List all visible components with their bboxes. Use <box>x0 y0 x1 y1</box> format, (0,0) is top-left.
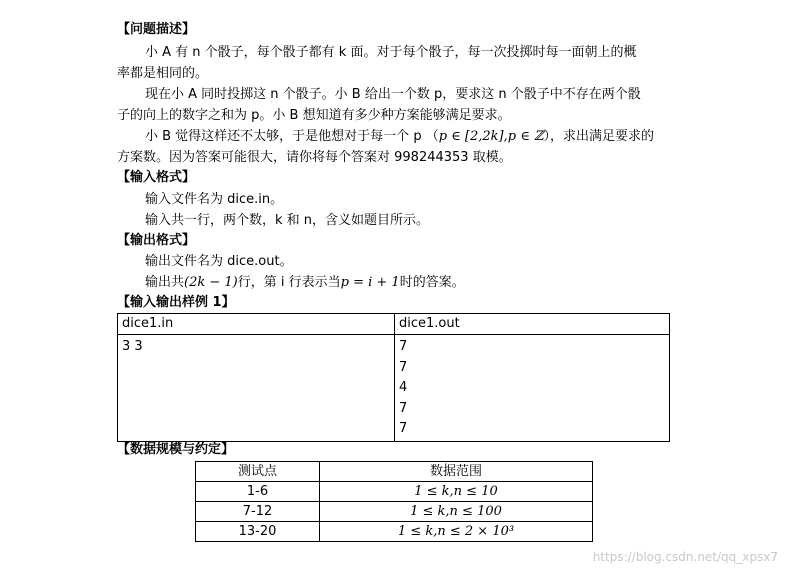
sample-in-value: 3 3 <box>122 339 143 354</box>
scale-col2-header: 数据范围 <box>320 462 593 482</box>
output-format-l1: 输出文件名为 dice.out。 <box>145 254 293 269</box>
problem-p3a-pre: 小 B 觉得这样还不太够，于是他想对于每一个 p （ <box>145 129 439 144</box>
problem-p2b: 子的向上的数字之和为 p。小 B 想知道有多少种方案能够满足要求。 <box>117 108 511 123</box>
output-format-title: 【输出格式】 <box>117 233 196 248</box>
sample-values-row <box>118 335 670 442</box>
watermark: https://blog.csdn.net/qq_xpsx7 <box>592 550 778 564</box>
problem-p3a <box>145 127 654 147</box>
sample-in-cell <box>118 335 395 442</box>
sample-in-header: dice1.in <box>118 314 395 335</box>
problem-p1a: 小 A 有 n 个骰子，每个骰子都有 k 面。对于每个骰子，每一次投掷时每一面朝上的概 <box>145 45 637 60</box>
output-format-l2-post: 时的答案。 <box>399 275 465 290</box>
sample-out-value: 7 <box>399 421 408 436</box>
output-format-l2-mid: 行，第 i 行表示当 <box>237 275 341 290</box>
scale-title: 【数据规模与约定】 <box>117 442 235 457</box>
sample-out-value: 7 <box>399 400 408 416</box>
sample-title: 【输入输出样例 1】 <box>117 295 235 310</box>
scale-header-row <box>196 462 593 482</box>
scale-table <box>195 461 593 542</box>
table-row <box>196 482 593 502</box>
sample-out-value: 7 <box>399 339 408 354</box>
sample-io-table <box>117 313 670 442</box>
scale-points: 13-20 <box>196 522 320 542</box>
table-row <box>196 522 593 542</box>
sample-out-value: 4 <box>399 380 408 395</box>
scale-range: 1 ≤ k,n ≤ 100 <box>320 502 593 522</box>
scale-range: 1 ≤ k,n ≤ 2 × 10³ <box>320 522 593 542</box>
problem-p3a-post: ），求出满足要求的 <box>543 129 654 144</box>
problem-p1b: 率都是相同的。 <box>117 66 209 81</box>
scale-range: 1 ≤ k,n ≤ 10 <box>320 482 593 502</box>
problem-p3b: 方案数。因为答案可能很大，请你将每个答案对 998244353 取模。 <box>117 150 512 165</box>
problem-p2a: 现在小 A 同时投掷这 n 个骰子。小 B 给出一个数 p，要求这 n 个骰子中不存在两个骰 <box>145 87 641 102</box>
scale-col1-header: 测试点 <box>196 462 320 482</box>
line-count-math: (2k − 1) <box>184 275 238 290</box>
input-format-title: 【输入格式】 <box>117 170 196 185</box>
sample-out-cell <box>395 335 670 442</box>
input-format-l1: 输入文件名为 dice.in。 <box>145 192 284 207</box>
sample-header-row <box>118 314 670 335</box>
sample-out-value: 7 <box>399 359 408 375</box>
output-format-l2 <box>145 273 465 293</box>
scale-points: 1-6 <box>196 482 320 502</box>
p-equals-math: p = i + 1 <box>340 275 400 290</box>
p-range-math: p ∈ [2,2k],p ∈ ℤ <box>438 129 544 144</box>
scale-points: 7-12 <box>196 502 320 522</box>
sample-out-header: dice1.out <box>395 314 670 335</box>
table-row <box>196 502 593 522</box>
input-format-l2: 输入共一行，两个数，k 和 n，含义如题目所示。 <box>145 213 430 228</box>
output-format-l2-pre: 输出共 <box>145 275 185 290</box>
problem-title: 【问题描述】 <box>117 22 196 37</box>
